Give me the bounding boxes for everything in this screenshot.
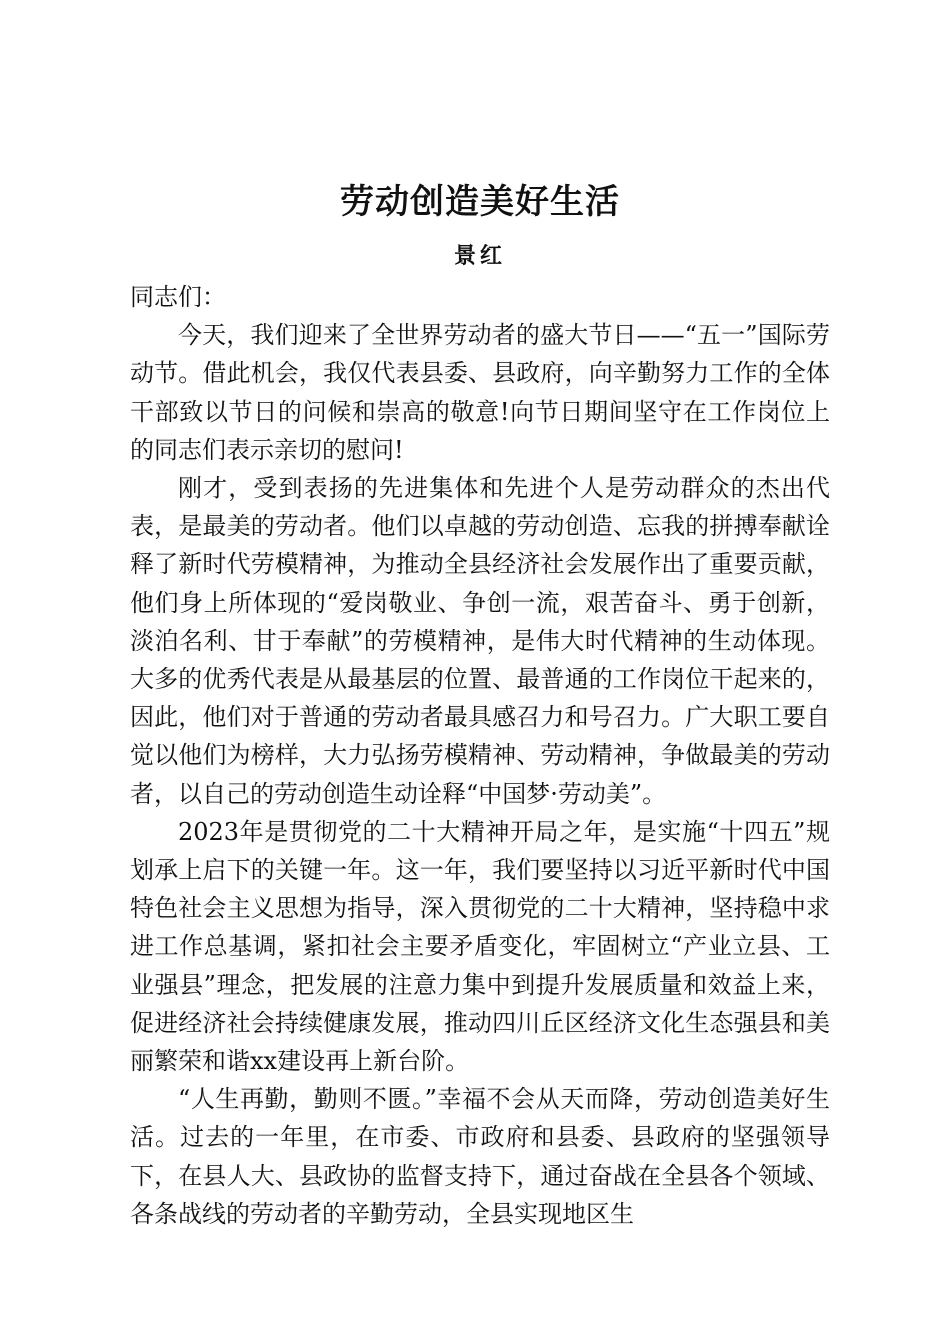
paragraph-3: 2023年是贯彻党的二十大精神开局之年，是实施“十四五”规划承上启下的关键一年。这一年，我们要坚持以习近平新时代中国特色社会主义思想为指导，深入贯彻党的二十大精神，坚持稳中求进工作总基调，紧扣社会主要矛盾变化，牢固树立“产业立县、工业强县”理念，把发展的注意力集中到提升发展质量和效益上来，促进经济社会持续健康发展，推动四川丘区经济文化生态强县和美丽繁荣和谐xx建设再上新台阶。 <box>130 817 830 1076</box>
paragraph-4: “人生再勤，勤则不匮。”幸福不会从天而降，劳动创造美好生活。过去的一年里，在市委、市政府和县委、县政府的坚强领导下，在县人大、县政协的监督支持下，通过奋战在全县各个领域、各条战线的劳动者的辛勤劳动，全县实现地区生 <box>130 1085 830 1228</box>
paragraph-2: 刚才，受到表扬的先进集体和先进个人是劳动群众的杰出代表，是最美的劳动者。他们以卓越的劳动创造、忘我的拼搏奉献诠释了新时代劳模精神，为推动全县经济社会发展作出了重要贡献，他们身上所体现的“爱岗敬业、争创一流，艰苦奋斗、勇于创新，淡泊名利、甘于奉献”的劳模精神，是伟大时代精神的生动体现。大多的优秀代表是从最基层的位置、最普通的工作岗位干起来的，因此，他们对于普通的劳动者最具感召力和号召力。广大职工要自觉以他们为榜样，大力弘扬劳模精神、劳动精神，争做最美的劳动者，以自己的劳动创造生动诠释“中国梦·劳动美”。 <box>130 474 830 808</box>
salutation: 同志们： <box>130 283 226 311</box>
paragraph-1: 今天，我们迎来了全世界劳动者的盛大节日——“五一”国际劳动节。借此机会，我仅代表县委、县政府，向辛勤努力工作的全体干部致以节日的问候和崇高的敬意!向节日期间坚守在工作岗位上的同志们表示亲切的慰问! <box>130 321 830 464</box>
document-body <box>130 278 830 1233</box>
document-author: 景红 <box>453 243 506 269</box>
document-title: 劳动创造美好生活 <box>340 182 620 222</box>
